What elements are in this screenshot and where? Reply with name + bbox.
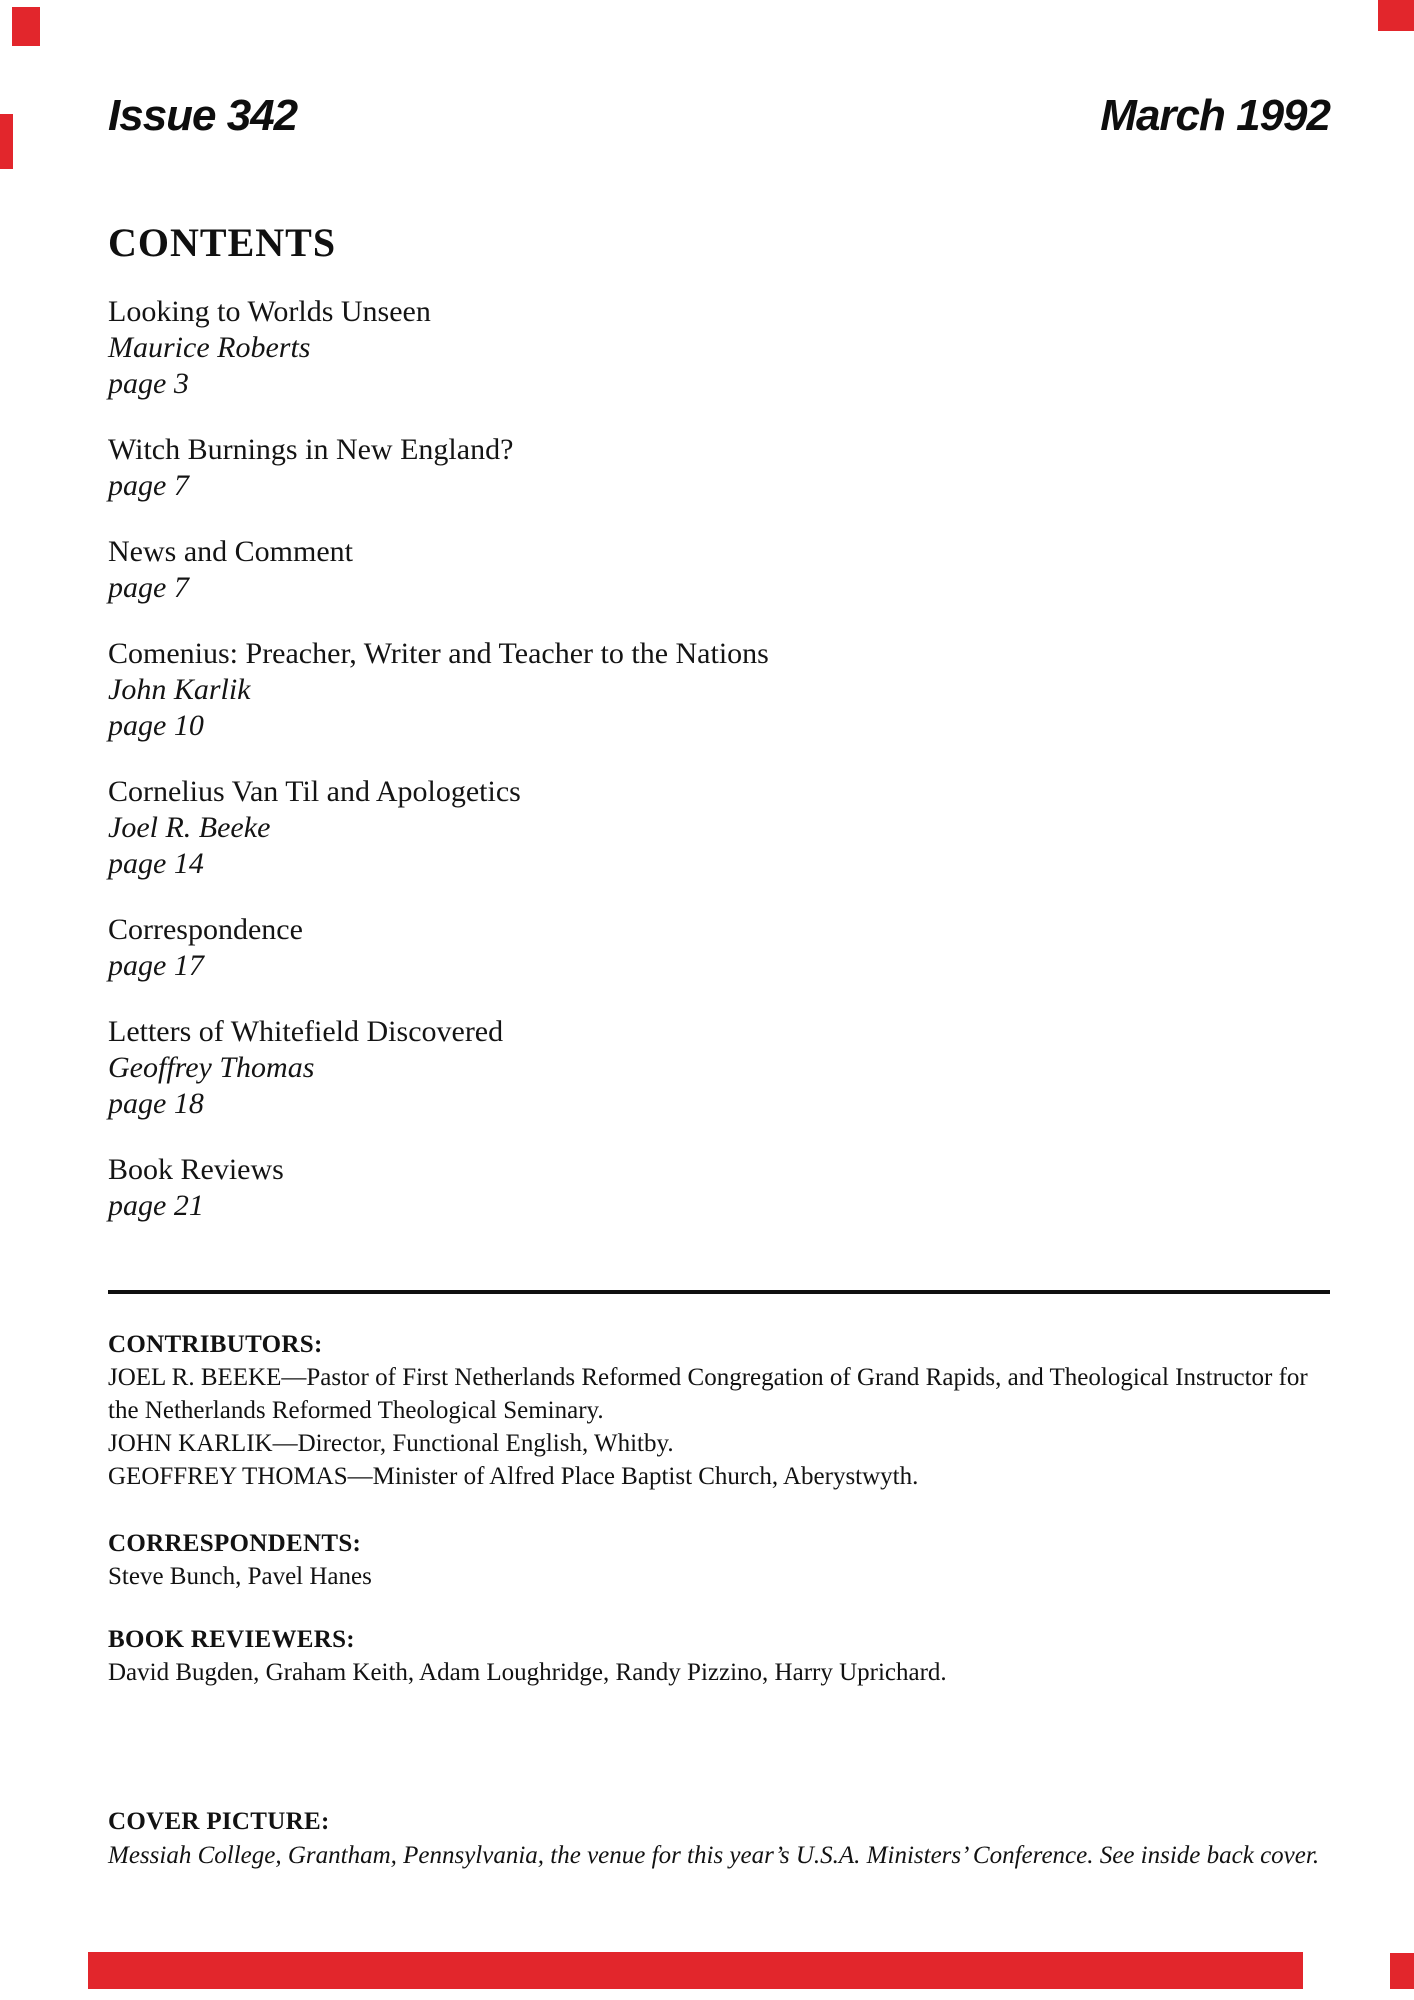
section-correspondents [108, 1527, 1330, 1593]
toc-entry-title: Witch Burnings in New England? [108, 433, 514, 466]
toc-entry-page: page 7 [108, 571, 189, 604]
toc-entry [108, 636, 1330, 744]
section-line: JOEL R. BEEKE—Pastor of First Netherlands Reformed Congregation of Grand Rapids, and Theological Instructor for the Netherlands Reformed Theological Seminary. [108, 1364, 1308, 1424]
red-scan-mark-left-strip [0, 114, 13, 169]
red-scan-mark-top-right [1378, 0, 1414, 31]
toc-entry-title: Letters of Whitefield Discovered [108, 1015, 504, 1048]
section-line: Messiah College, Grantham, Pennsylvania, the venue for this year’s U.S.A. Ministers’ Conference. See inside back cover. [108, 1842, 1320, 1869]
page-content [108, 0, 1330, 1874]
toc-entry-page: page 17 [108, 949, 204, 982]
section-heading: BOOK REVIEWERS: [108, 1626, 355, 1653]
toc-entry-title: Comenius: Preacher, Writer and Teacher to the Nations [108, 637, 769, 670]
toc-entry-author: Joel R. Beeke [108, 811, 271, 844]
toc-entry-title: Book Reviews [108, 1153, 284, 1186]
section-line: GEOFFREY THOMAS—Minister of Alfred Place Baptist Church, Aberystwyth. [108, 1463, 919, 1490]
toc-entry [108, 534, 1330, 606]
toc-entry-page: page 7 [108, 469, 189, 502]
section-contributors [108, 1328, 1330, 1493]
red-scan-mark-bottom-right [1390, 1953, 1414, 1989]
toc-entry-title: Cornelius Van Til and Apologetics [108, 775, 521, 808]
toc-entry-title: Correspondence [108, 913, 303, 946]
toc-entry-title: News and Comment [108, 535, 353, 568]
toc-entry [108, 294, 1330, 402]
section-heading: CONTRIBUTORS: [108, 1331, 323, 1358]
toc-entry-page: page 21 [108, 1189, 204, 1222]
masthead [108, 91, 1330, 140]
table-of-contents [108, 294, 1330, 1224]
section-line: Steve Bunch, Pavel Hanes [108, 1563, 372, 1590]
toc-entry-page: page 10 [108, 709, 204, 742]
section-book-reviewers [108, 1623, 1330, 1689]
toc-entry [108, 432, 1330, 504]
toc-entry [108, 774, 1330, 882]
toc-entry-page: page 3 [108, 367, 189, 400]
toc-entry-author: Maurice Roberts [108, 331, 311, 364]
toc-entry [108, 1152, 1330, 1224]
divider-rule [108, 1290, 1330, 1294]
section-line: JOHN KARLIK—Director, Functional English, Whitby. [108, 1430, 674, 1457]
section-heading: COVER PICTURE: [108, 1808, 330, 1835]
issue-date: March 1992 [1100, 91, 1330, 140]
section-cover-picture [108, 1805, 1330, 1874]
toc-entry [108, 1014, 1330, 1122]
info-sections [108, 1328, 1330, 1874]
toc-entry-page: page 14 [108, 847, 204, 880]
section-line: David Bugden, Graham Keith, Adam Loughridge, Randy Pizzino, Harry Uprichard. [108, 1659, 947, 1686]
red-scan-mark-bottom-bar [88, 1952, 1303, 1989]
toc-entry-title: Looking to Worlds Unseen [108, 295, 431, 328]
toc-entry-author: Geoffrey Thomas [108, 1051, 315, 1084]
toc-entry [108, 912, 1330, 984]
toc-entry-page: page 18 [108, 1087, 204, 1120]
toc-entry-author: John Karlik [108, 673, 251, 706]
red-scan-mark-top-left [12, 7, 40, 46]
section-heading: CORRESPONDENTS: [108, 1530, 362, 1557]
contents-heading: CONTENTS [108, 220, 337, 265]
issue-number: Issue 342 [108, 91, 298, 140]
